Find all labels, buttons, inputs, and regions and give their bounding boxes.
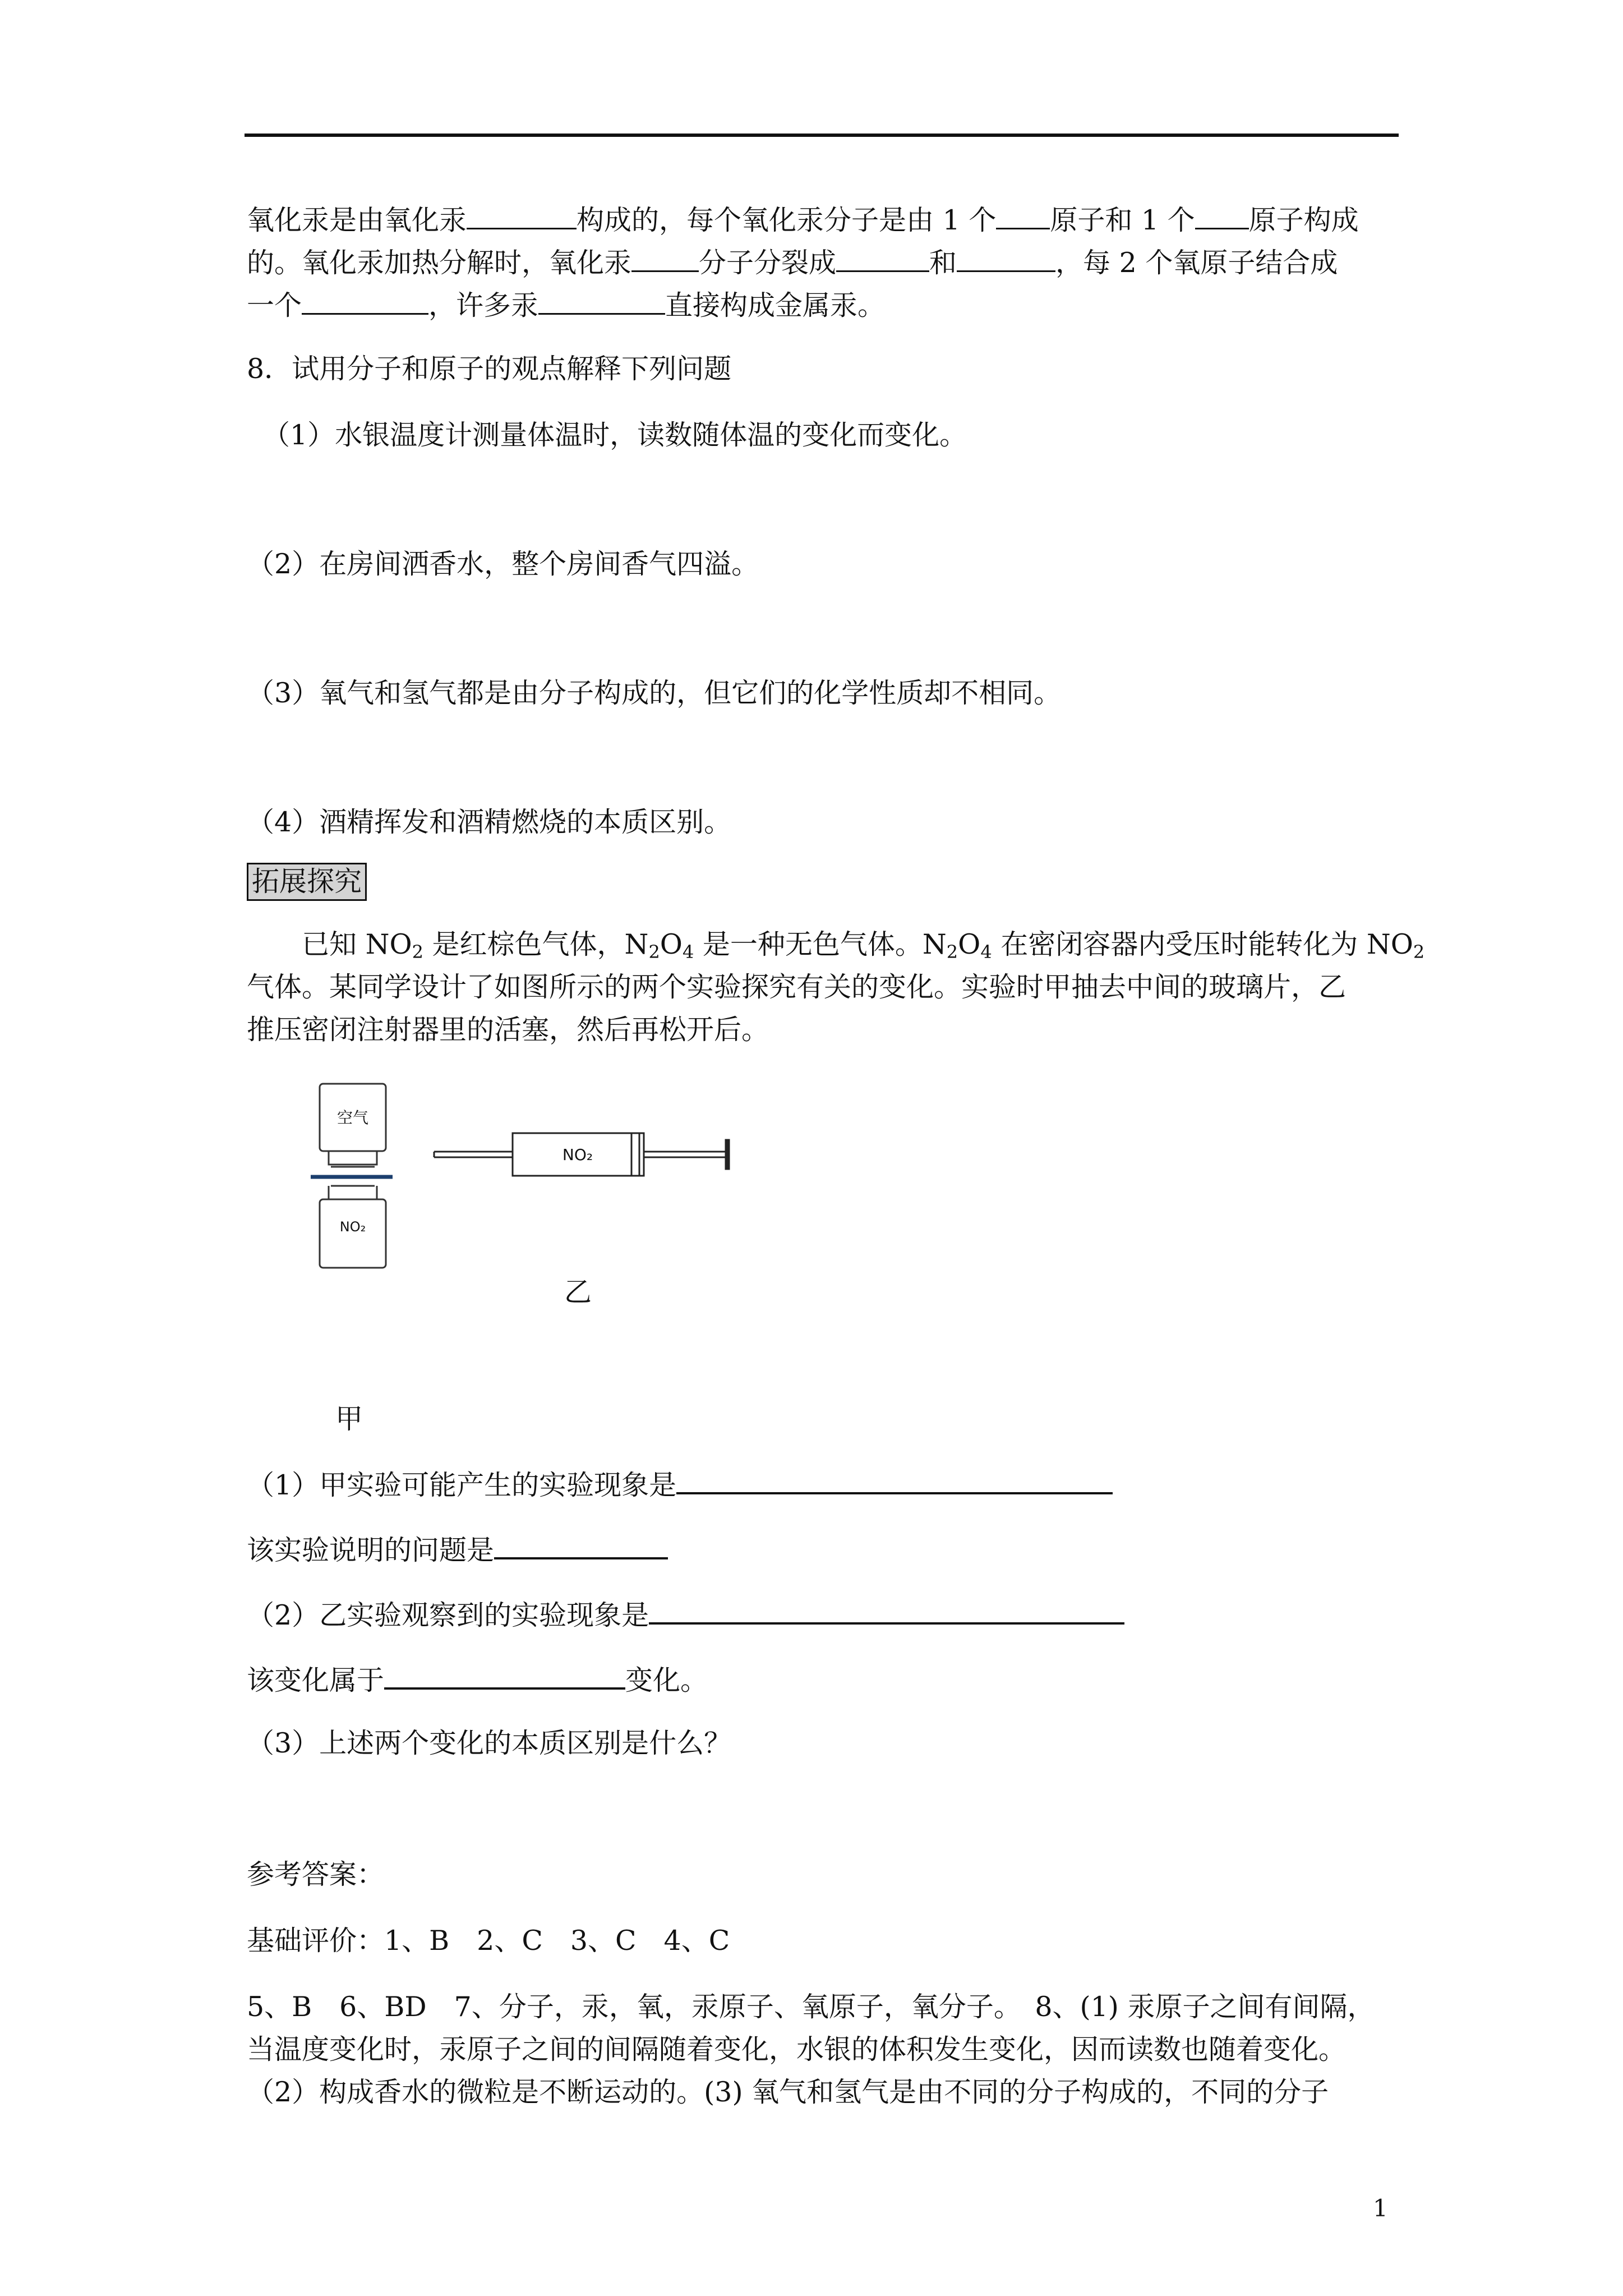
q7-line-2: 的。氧化汞加热分解时，氧化汞 分子分裂成 和 ，每 2 个氧原子结合成 — [247, 245, 1338, 280]
ext-sub-2: （2）乙实验观察到的实验现象是 — [247, 1596, 1124, 1632]
label-jia: 甲 — [335, 1403, 363, 1435]
blank[interactable] — [1195, 202, 1249, 229]
blank[interactable] — [836, 245, 929, 272]
section-heading-extension: 拓展探究 — [247, 863, 367, 901]
blank[interactable] — [957, 245, 1055, 272]
label-air: 空气 — [336, 1108, 369, 1127]
label-jar-no2: NO₂ — [339, 1219, 366, 1235]
blank[interactable] — [302, 287, 428, 315]
blank[interactable] — [538, 287, 665, 315]
q8-part-1: （1）水银温度计测量体温时，读数随体温的变化而变化。 — [262, 419, 967, 451]
answers-basic: 基础评价：1、B 2、C 3、C 4、C — [247, 1925, 730, 1957]
ext-sub-1: （1）甲实验可能产生的实验现象是 — [247, 1466, 1113, 1502]
answers-line-2: 当温度变化时，汞原子之间的间隔随着变化，水银的体积发生变化，因而读数也随着变化。 — [247, 2033, 1347, 2065]
q7-line-3: 一个 ，许多汞 直接构成金属汞。 — [247, 287, 885, 323]
q8-part-2: （2）在房间洒香水，整个房间香气四溢。 — [247, 548, 759, 580]
experiment-figure — [303, 1077, 751, 1279]
q8-part-3: （3）氧气和氢气都是由分子构成的，但它们的化学性质却不相同。 — [247, 677, 1062, 709]
answers-line-3: （2）构成香水的微粒是不断运动的。(3) 氧气和氢气是由不同的分子构成的，不同的分子 — [247, 2076, 1329, 2108]
ext-sub-3: （3）上述两个变化的本质区别是什么？ — [247, 1727, 732, 1759]
ext-sub-2-type: 该变化属于 变化。 — [247, 1662, 708, 1697]
ext-sub-1-meaning: 该实验说明的问题是 — [247, 1531, 668, 1567]
q8-part-4: （4）酒精挥发和酒精燃烧的本质区别。 — [247, 806, 732, 838]
answer-line[interactable] — [649, 1596, 1124, 1625]
q7-line-1: 氧化汞是由氧化汞 构成的，每个氧化汞分子是由 1 个 原子和 1 个 原子构成 — [247, 202, 1359, 237]
blank[interactable] — [631, 245, 699, 272]
answer-line[interactable] — [676, 1466, 1113, 1494]
answers-title: 参考答案： — [247, 1858, 385, 1890]
ext-intro-line-1: 已知 $NO_2$ 是红棕色气体，$N_2O_4$ 是一种无色气体。$N_2O_4$ 在密闭容器内受压时能转化为 $NO_2$ — [302, 928, 1425, 963]
blank[interactable] — [996, 202, 1050, 229]
ext-intro-line-2: 气体。某同学设计了如图所示的两个实验探究有关的变化。实验时甲抽去中间的玻璃片，乙 — [247, 971, 1347, 1003]
label-yi: 乙 — [564, 1276, 592, 1308]
q8-title: 8．试用分子和原子的观点解释下列问题 — [247, 353, 732, 385]
header-rule — [245, 134, 1399, 137]
answer-line[interactable] — [494, 1531, 668, 1559]
page-number: 1 — [1373, 2194, 1388, 2222]
answer-line[interactable] — [384, 1662, 625, 1690]
blank[interactable] — [467, 202, 577, 229]
ext-intro-line-3: 推压密闭注射器里的活塞，然后再松开后。 — [247, 1014, 769, 1046]
answers-line-1: 5、B 6、BD 7、分子，汞，氧，汞原子、氧原子，氧分子。 8、(1) 汞原子之间有间隔， — [247, 1991, 1375, 2023]
label-syringe-no2: NO₂ — [562, 1145, 593, 1164]
